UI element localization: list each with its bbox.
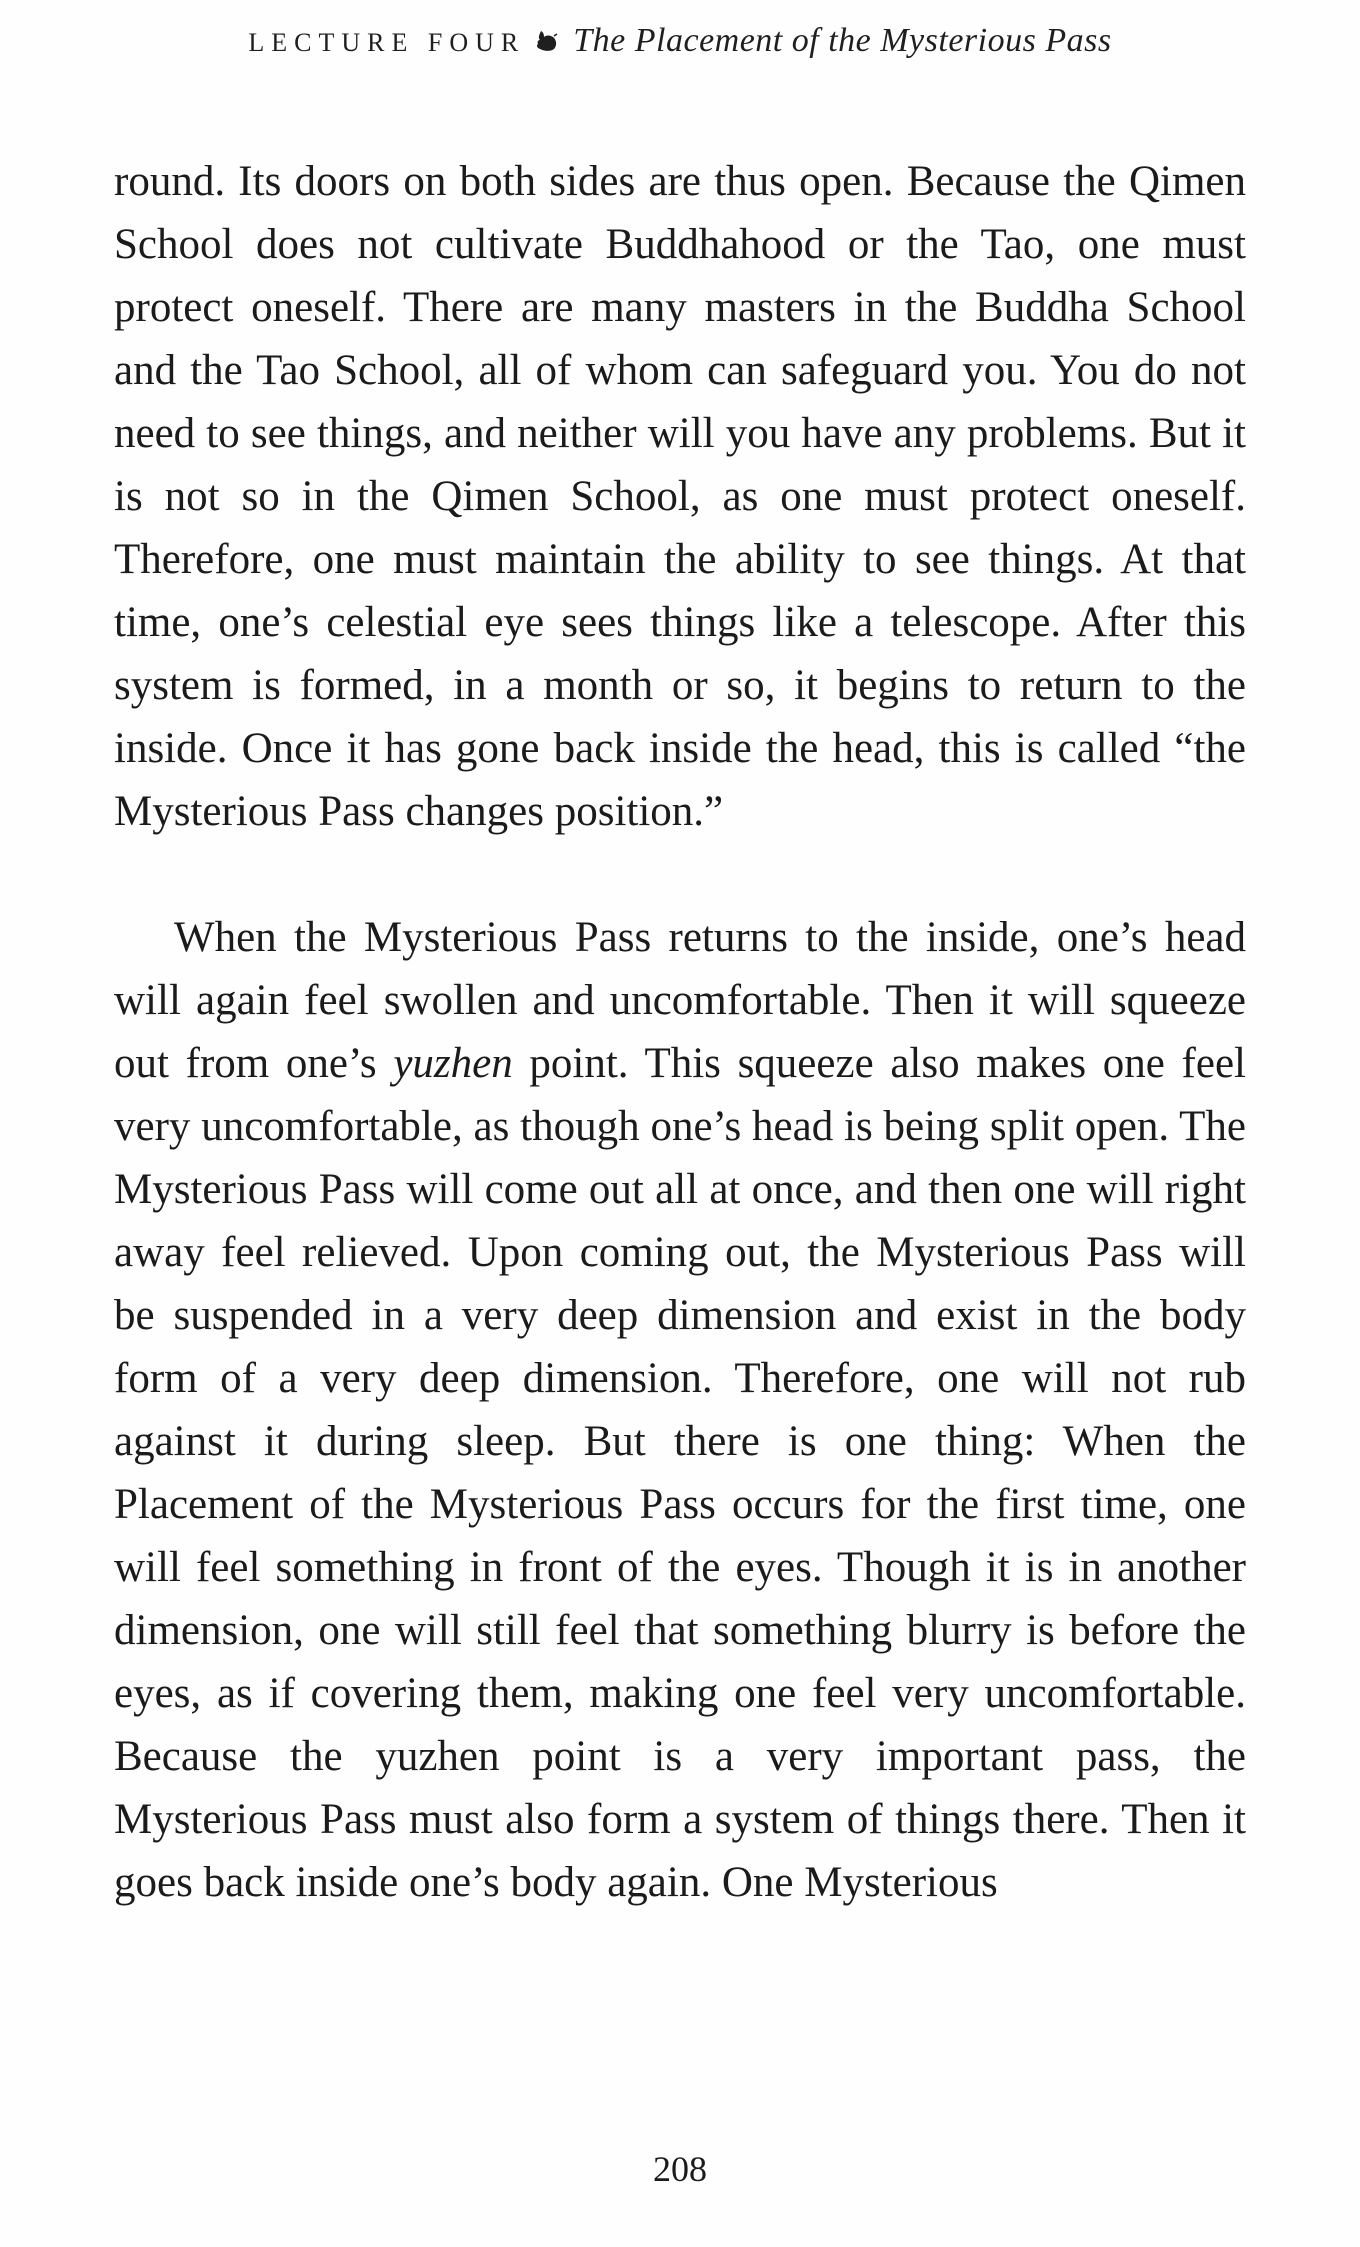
fleuron-ornament-icon	[535, 27, 559, 60]
paragraph-2-text-before: When the Mysterious Pass returns to the inside, one’s head will again feel swollen and uncomfortable. Then it will squeeze out from one’s	[114, 914, 1246, 1087]
paragraph-2-text-after: point. This squeeze also makes one feel very uncomfortable, as though one’s head is being split open. The Mysterious Pass will come out all at once, and then one will right away feel relieved. Upon coming out, the Mysterious Pass will be suspended in a very deep dimension and exist in the body form of a very deep dimension. Therefore, one will not rub against it during sleep. But there is one thing: When the Placement of the Mysterious Pass occurs for the first time, one will feel something in front of the eyes. Though it is in another dimension, one will still feel that something blurry is before the eyes, as if covering them, making one feel very uncomfortable. Because the yuzhen point is a very important pass, the Mysterious Pass must also form a system of things there. Then it goes back inside one’s body again. One Mysterious	[114, 1040, 1246, 1906]
body-text	[114, 150, 1246, 1914]
running-header	[0, 22, 1360, 60]
lecture-label: LECTURE FOUR	[248, 28, 526, 57]
italic-term-yuzhen: yuzhen	[393, 1040, 513, 1087]
paragraph-1-text: round. Its doors on both sides are thus open. Because the Qimen School does not cultivate Buddhahood or the Tao, one must protect oneself. There are many masters in the Buddha School and the Tao School, all of whom can safeguard you. You do not need to see things, and neither will you have any problems. But it is not so in the Qimen School, as one must protect oneself. Therefore, one must maintain the ability to see things. At that time, one’s celestial eye sees things like a telescope. After this system is formed, in a month or so, it begins to return to the inside. Once it has gone back inside the head, this is called “the Mysterious Pass changes position.”	[114, 158, 1246, 835]
chapter-title: The Placement of the Mysterious Pass	[573, 22, 1112, 59]
paragraph-2	[114, 906, 1246, 1914]
page-footer	[0, 2148, 1360, 2190]
paragraph-1	[114, 150, 1246, 843]
page-number: 208	[653, 2149, 707, 2189]
